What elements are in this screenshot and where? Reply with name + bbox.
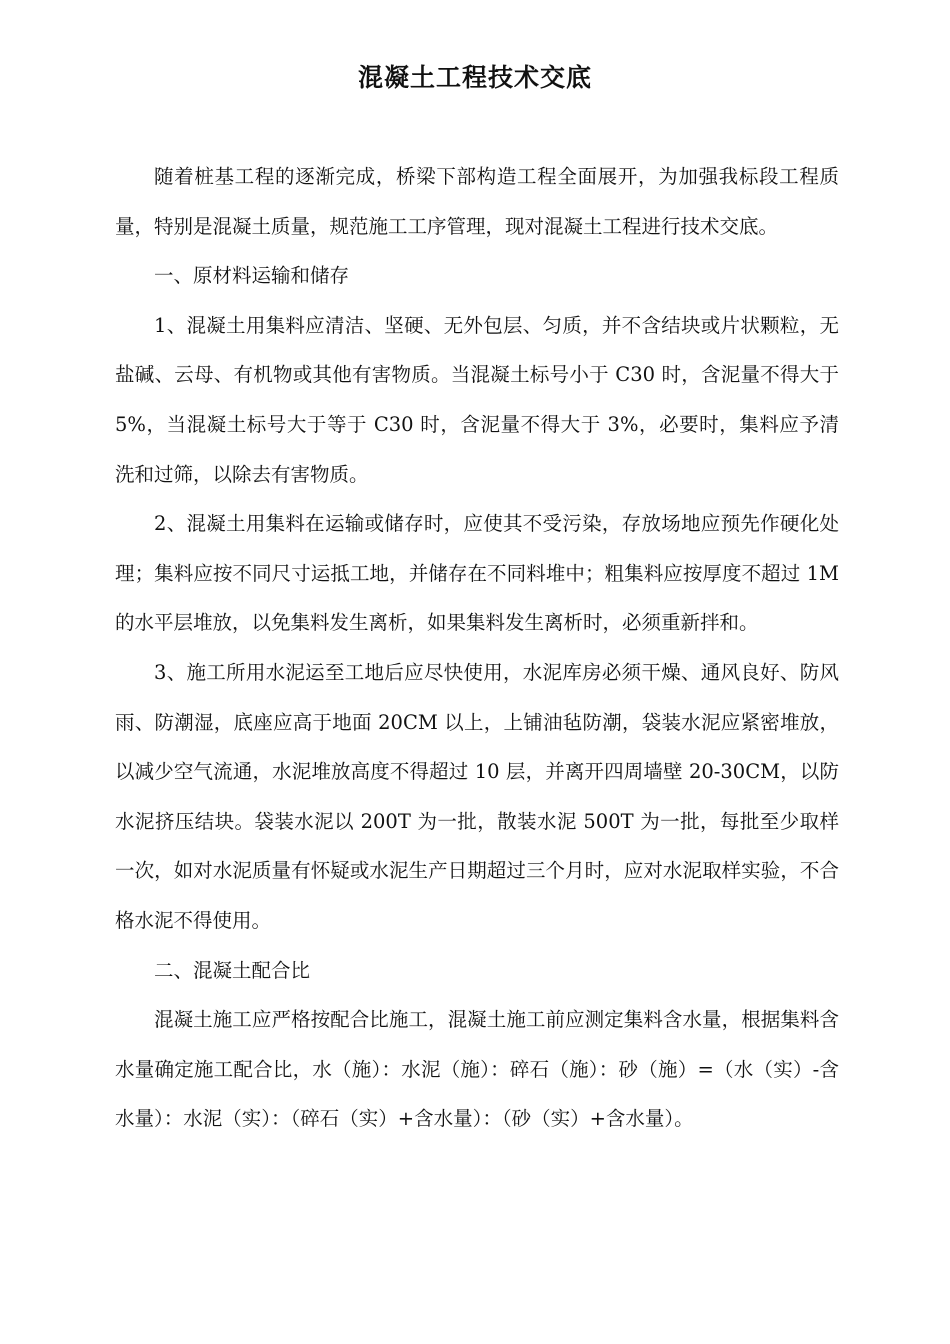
paragraph-item-3: 3、施工所用水泥运至工地后应尽快使用，水泥库房必须干燥、通风良好、防风雨、防潮湿，底座应高于地面 20CM 以上，上铺油毡防潮，袋装水泥应紧密堆放，以减少空气流通，水泥堆放高度不得超过 10 层，并离开四周墙壁 20-30CM，以防水泥挤压结块。袋装水泥以 200T 为一批，散装水泥 500T 为一批，每批至少取样一次，如对水泥质量有怀疑或水泥生产日期超过三个月时，应对水泥取样实验，不合格水泥不得使用。 [115, 660, 839, 932]
document-title: 混凝土工程技术交底 [357, 63, 592, 92]
section-heading-2: 二、混凝土配合比 [154, 958, 311, 982]
section-heading-1: 一、原材料运输和储存 [154, 264, 350, 288]
paragraph-intro: 随着桩基工程的逐渐完成，桥梁下部构造工程全面展开，为加强我标段工程质量，特别是混凝土质量，规范施工工序管理，现对混凝土工程进行技术交底。 [115, 165, 839, 238]
paragraph-item-1: 1、混凝土用集料应清洁、坚硬、无外包层、匀质，并不含结块或片状颗粒，无盐碱、云母、有机物或其他有害物质。当混凝土标号小于 C30 时，含泥量不得大于 5%，当混凝土标号大于等于 C30 时，含泥量不得大于 3%，必要时，集料应予清洗和过筛，以除去有害物质。 [115, 313, 839, 486]
paragraph-item-2: 2、混凝土用集料在运输或储存时，应使其不受污染，存放场地应预先作硬化处理；集料应按不同尺寸运抵工地，并储存在不同料堆中；粗集料应按厚度不超过 1M 的水平层堆放，以免集料发生离析，如果集料发生离析时，必须重新拌和。 [115, 512, 839, 635]
document-body [115, 152, 839, 1144]
paragraph-mix-ratio: 混凝土施工应严格按配合比施工，混凝土施工前应测定集料含水量，根据集料含水量确定施工配合比，水（施）：水泥（施）：碎石（施）：砂（施）=（水（实）-含水量）：水泥（实）：（碎石（实）+含水量）：（砂（实）+含水量）。 [115, 1008, 839, 1131]
